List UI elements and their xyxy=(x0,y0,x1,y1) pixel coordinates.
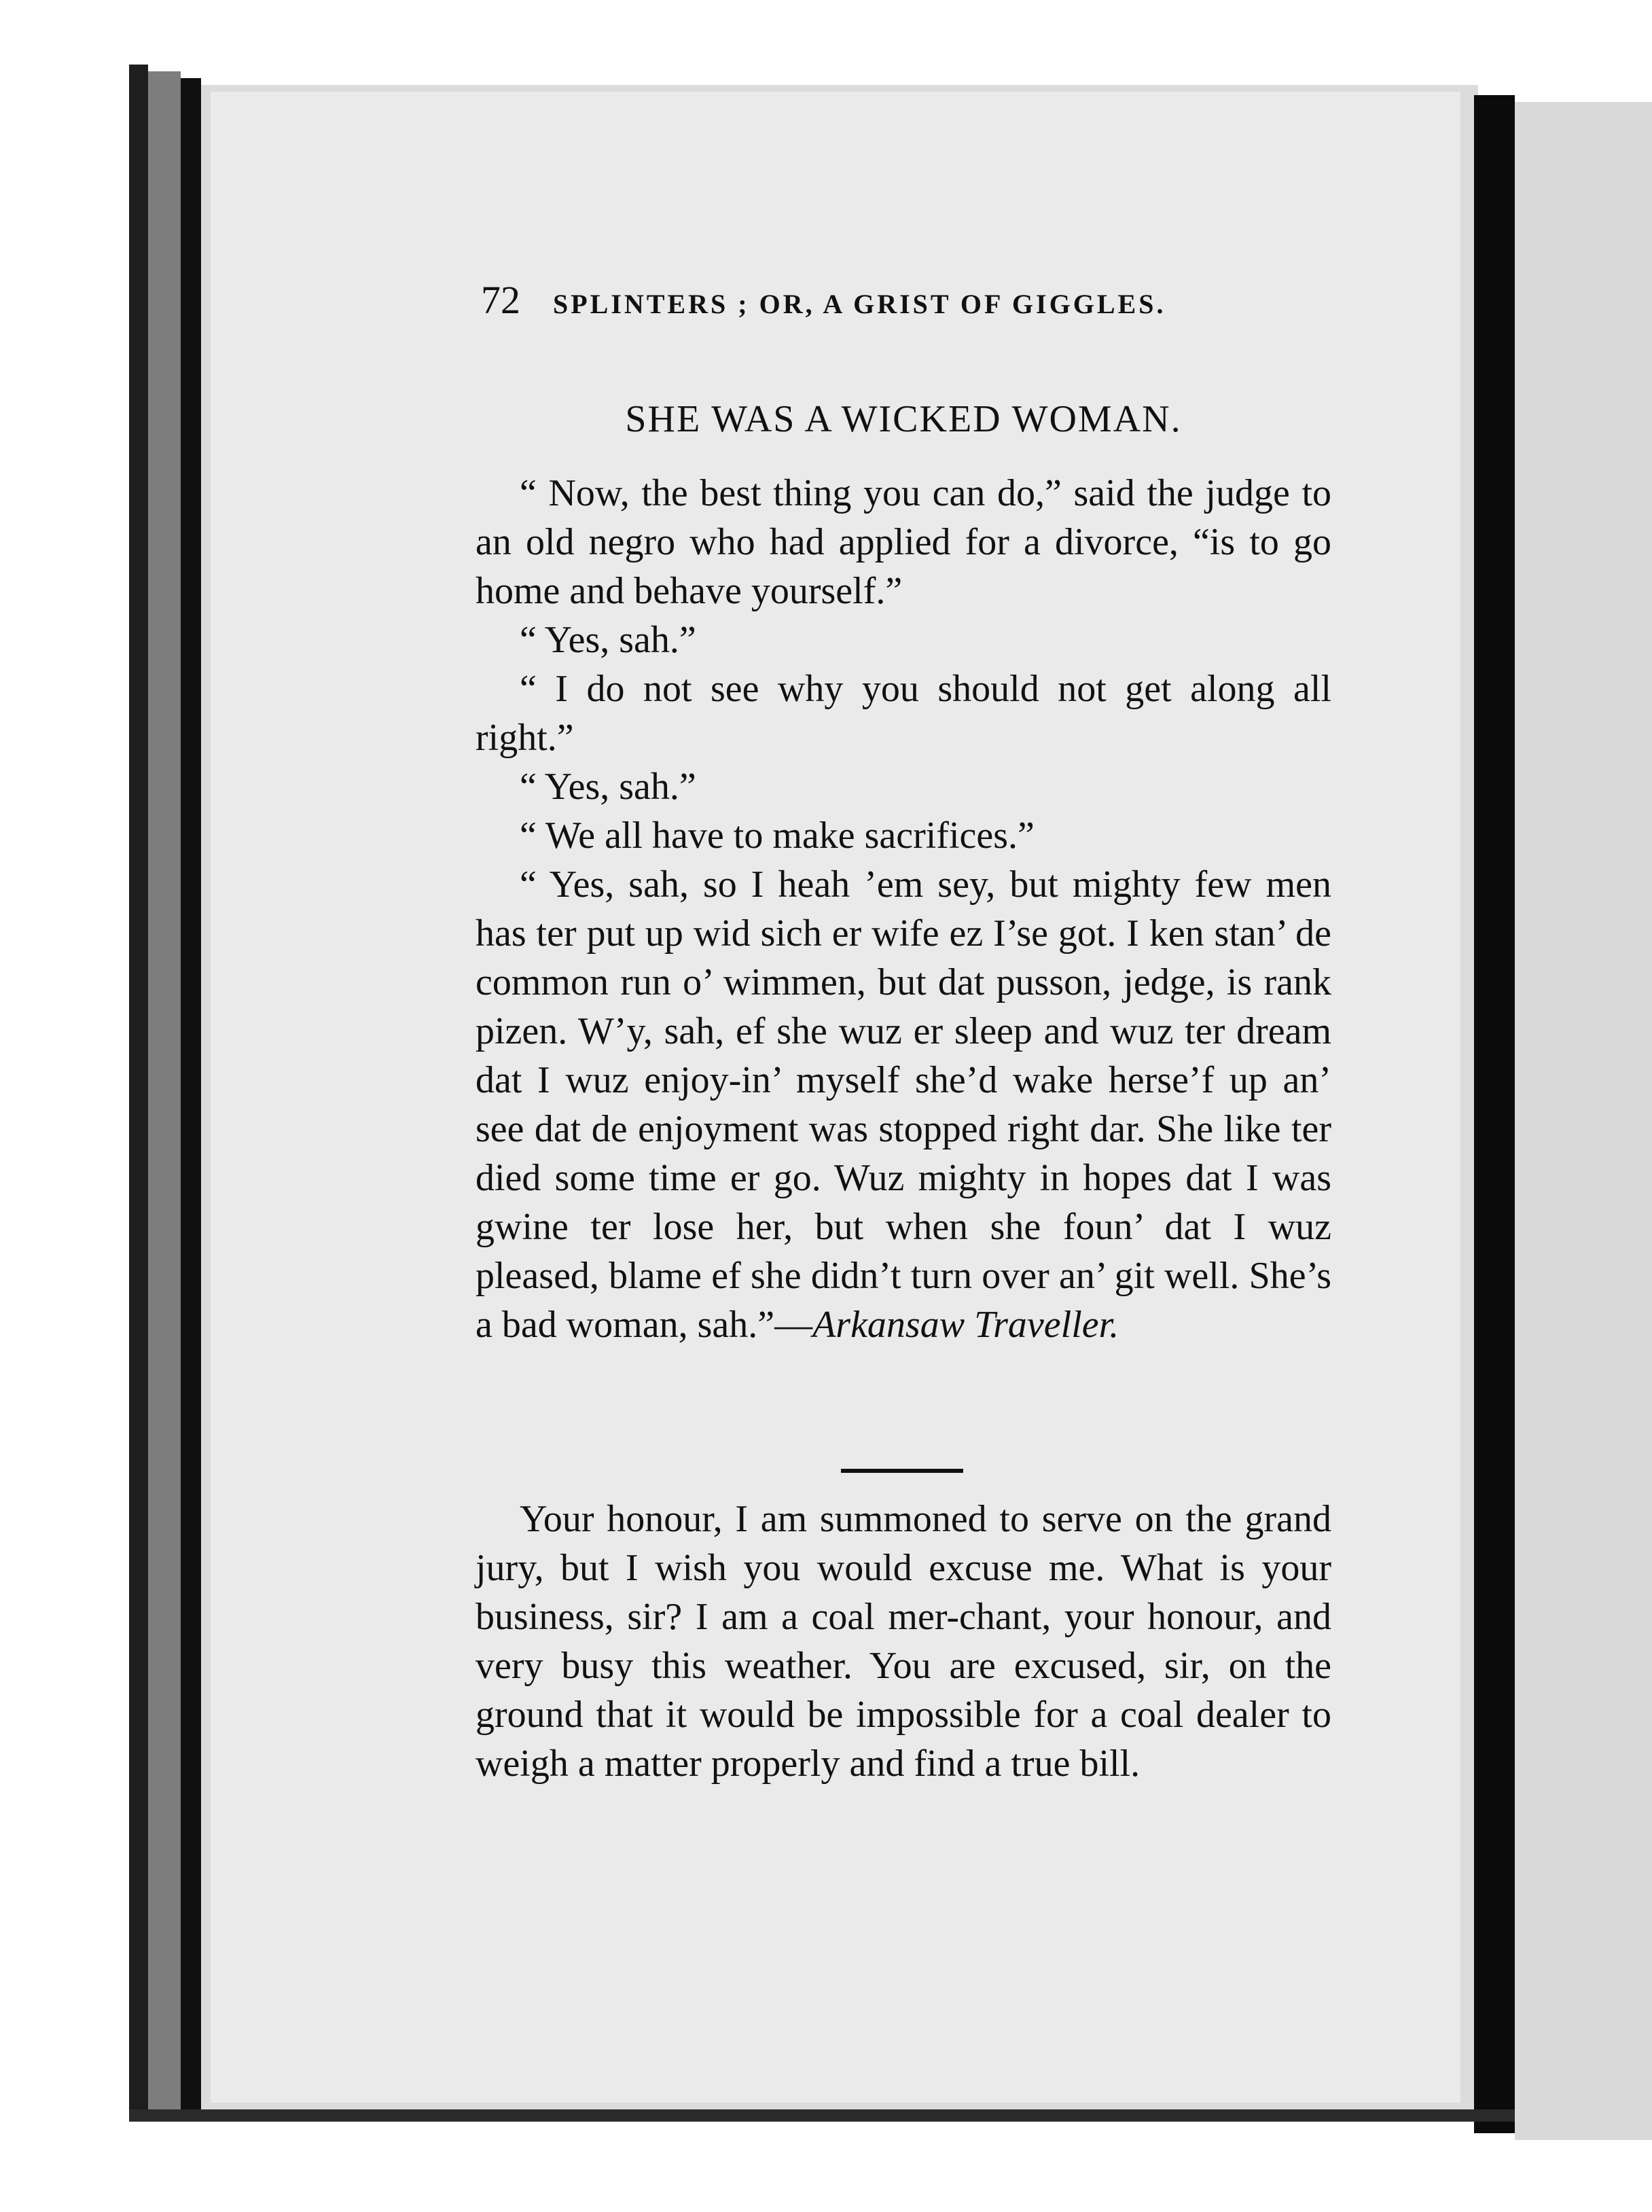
article-heading: SHE WAS A WICKED WOMAN. xyxy=(625,398,1182,440)
book-spine-edge xyxy=(129,65,148,2109)
paragraph-1: “ Now, the best thing you can do,” said the judge to an old negro who had applied for a divorce, “is to go home and behave yourself.” xyxy=(475,472,1331,612)
book-page-stack xyxy=(148,71,181,2113)
paragraph-6-text: “ Yes, sah, so I heah ’em sey, but mighty few men has ter put up wid sich er wife ez I’se got. I ken stan’ de common run o’ wimmen, but dat pusson, jedge, is rank pizen. W’y, sah, ef she wuz er sleep and wuz ter dream dat I wuz enjoy-in’ myself she’d wake herse’f up an’ see dat de enjoyment was stopped right dar. She like ter died some time er go. Wuz mighty in hopes dat I was gwine ter lose her, but when she foun’ dat I wuz pleased, blame ef she didn’t turn over an’ git well. She’s a bad woman, sah.”— xyxy=(475,863,1331,1346)
gutter-shadow xyxy=(1474,95,1515,2133)
running-head xyxy=(481,277,1228,323)
bottom-edge-shadow xyxy=(129,2109,1515,2122)
paragraph-3: “ I do not see why you should not get along all right.” xyxy=(475,668,1331,759)
source-citation: Arkansaw Traveller. xyxy=(812,1304,1119,1346)
anecdote-paragraph: Your honour, I am summoned to serve on the grand jury, but I wish you would excuse me. What is your business, sir? I am a coal mer-chant, your honour, and very busy this weather. You are excused, sir, on the ground that it would be impossible for a coal dealer to weigh a matter properly and find a true bill. xyxy=(475,1498,1331,1785)
paragraph-2: “ Yes, sah.” xyxy=(520,619,696,661)
section-divider xyxy=(841,1469,963,1473)
paragraph-6 xyxy=(475,860,1331,1349)
page-number: 72 xyxy=(481,278,520,322)
paragraph-5: “ We all have to make sacrifices.” xyxy=(520,815,1035,857)
book-title-header: SPLINTERS ; OR, A GRIST OF GIGGLES. xyxy=(553,289,1166,319)
facing-page-edge xyxy=(1515,102,1652,2140)
paragraph-4: “ Yes, sah.” xyxy=(520,766,696,808)
anecdote-body xyxy=(475,1495,1331,1788)
article-body xyxy=(475,469,1331,1349)
book-inner-edge xyxy=(181,78,201,2109)
